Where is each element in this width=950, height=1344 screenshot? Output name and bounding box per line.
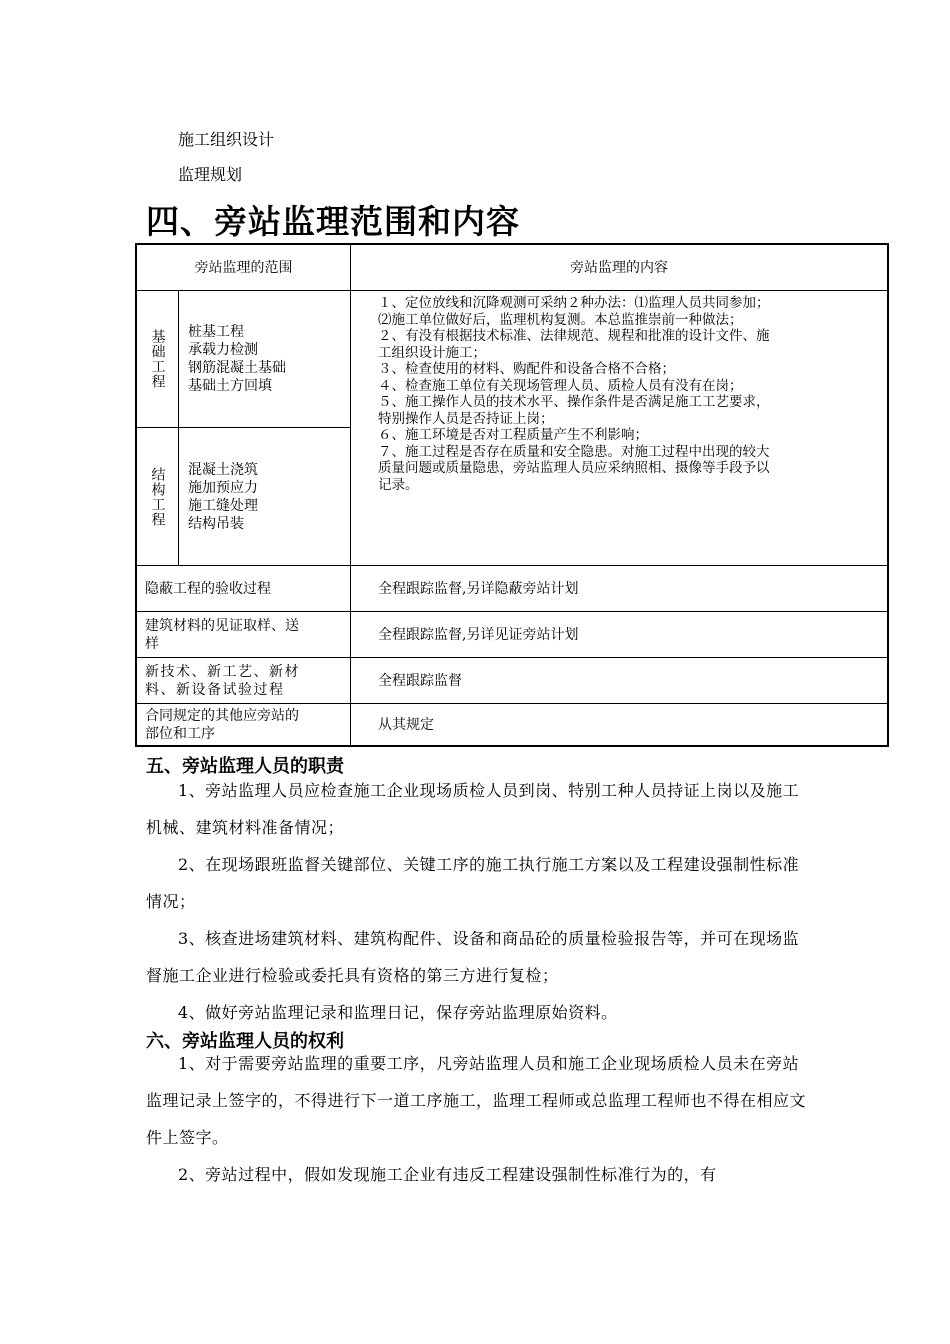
structure-items [188,461,258,533]
content-line: ３、检查使用的材料、购配件和设备合格不合格； [378,361,675,377]
table-divider-vertical [350,245,351,745]
section5-paragraph: 2、在现场跟班监督关键部位、关键工序的施工执行施工方案以及工程建设强制性标准情况； [146,855,800,911]
foundation-label: 基础工程 [149,329,166,389]
row-witness-scope [145,612,345,657]
structure-item: 混凝土浇筑 [188,461,258,478]
content-line: ４、检查施工单位有关现场管理人员、质检人员有没有在岗； [378,377,743,394]
content-line: 质量问题或质量隐患，旁站监理人员应采纳照相、摄像等手段予以 [378,460,770,476]
row-contract-content: 从其规定 [378,716,434,733]
row-newtech-content: 全程跟踪监督 [378,672,462,689]
foundation-item: 基础土方回填 [188,378,272,394]
content-line: 记录。 [378,476,419,493]
structure-item: 施工缝处理 [188,497,258,514]
content-line: ５、施工操作人员的技术水平、操作条件是否满足施工工艺要求， [378,394,770,410]
content-line: 工组织设计施工； [378,344,486,361]
foundation-items-cell [188,291,348,427]
section6-title: 六、旁站监理人员的权利 [146,1031,344,1052]
row-scope-line: 料、新设备试验过程 [145,681,285,698]
inspection-content [378,295,883,493]
foundation-item: 承载力检测 [188,342,258,358]
foundation-item: 钢筋混凝土基础 [188,360,286,376]
row-contract-scope [145,704,345,745]
section6-paragraph: 1、对于需要旁站监理的重要工序，凡旁站监理人员和施工企业现场质检人员未在旁站监理记录上签字的，不得进行下一道工序施工，监理工程师或总监理工程师也不得在相应文件上签字。 [146,1054,807,1147]
top-line-construction-design: 施工组织设计 [178,130,275,149]
supervision-scope-table [135,243,889,747]
structure-label: 结构工程 [149,466,166,527]
section5-body [146,772,810,1031]
content-line: ２、有没有根据技术标准、法律规范、规程和批准的设计文件、施 [378,328,770,344]
foundation-items [188,323,286,395]
content-line: 特别操作人员是否持证上岗； [378,410,554,427]
table-header-scope: 旁站监理的范围 [194,259,293,276]
row-scope-line: 样 [145,635,159,652]
foundation-item: 桩基工程 [188,324,244,340]
top-line-supervision-plan: 监理规划 [178,165,243,184]
content-line: １、定位放线和沉降观测可采纳２种办法：⑴监理人员共同参加； [378,295,770,311]
structure-items-cell [188,428,348,565]
row-witness-content: 全程跟踪监督,另详见证旁站计划 [378,626,579,643]
structure-label-cell [137,428,178,565]
section5-paragraph: 1、旁站监理人员应检查施工企业现场质检人员到岗、特别工种人员持证上岗以及施工机械、建筑材料准备情况； [146,781,800,837]
foundation-label-cell [137,291,178,427]
row-scope-line: 隐蔽工程的验收过程 [145,580,271,597]
row-scope-line: 建筑材料的见证取样、送 [145,617,299,634]
content-line: ７、施工过程是否存在质量和安全隐患。对施工过程中出现的较大 [378,443,770,460]
row-scope-line: 部位和工序 [145,725,215,742]
section5-title: 五、旁站监理人员的职责 [146,756,344,777]
row-concealed-scope [145,566,345,611]
section6-body [146,1045,810,1193]
section4-title: 四、旁站监理范围和内容 [146,202,520,241]
structure-item: 施加预应力 [188,479,258,496]
row-scope-line: 新技术、新工艺、新材 [145,663,300,680]
content-line: ⑵施工单位做好后，监理机构复测。本总监推崇前一种做法； [378,311,743,328]
content-line: ６、施工环境是否对工程质量产生不利影响； [378,427,648,443]
row-scope-line: 合同规定的其他应旁站的 [145,707,299,724]
section6-paragraph: 2、旁站过程中，假如发现施工企业有违反工程建设强制性标准行为的，有 [178,1165,717,1184]
section5-paragraph: 3、核查进场建筑材料、建筑构配件、设备和商品砼的质量检验报告等，并可在现场监督施工企业进行检验或委托具有资格的第三方进行复检； [146,929,800,985]
table-header-content: 旁站监理的内容 [570,259,668,276]
row-concealed-content: 全程跟踪监督,另详隐蔽旁站计划 [378,580,579,597]
row-newtech-scope [145,658,345,703]
section5-paragraph: 4、做好旁站监理记录和监理日记，保存旁站监理原始资料。 [178,1003,618,1022]
structure-item: 结构吊装 [188,515,244,532]
